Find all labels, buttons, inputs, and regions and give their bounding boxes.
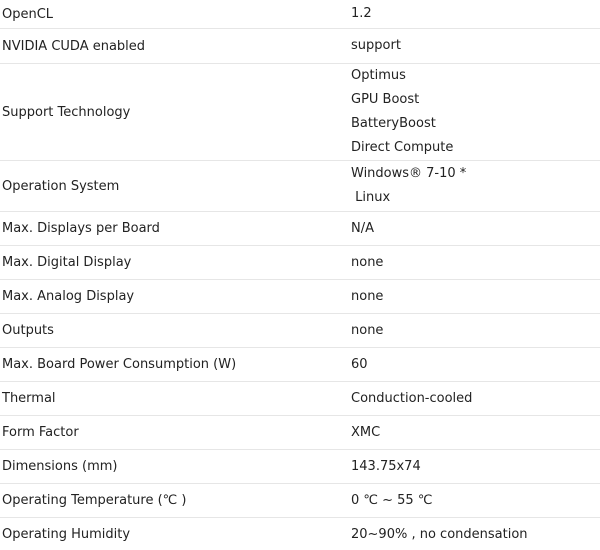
spec-label: Outputs [2, 323, 54, 338]
spec-value-line: GPU Boost [351, 92, 420, 107]
spec-value [348, 314, 600, 347]
spec-row-opencl [0, 0, 600, 29]
spec-value-line: 143.75x74 [351, 458, 421, 474]
spec-row-cuda [0, 29, 600, 64]
spec-row-max-digital-display [0, 246, 600, 280]
spec-value-line: Linux [351, 190, 391, 205]
spec-value [348, 484, 600, 517]
spec-label: NVIDIA CUDA enabled [2, 38, 146, 54]
spec-value-line: 60 [351, 356, 368, 372]
spec-row-operating-humidity [0, 518, 600, 550]
spec-value [348, 246, 600, 279]
spec-value-line: 20~90% , no condensation [351, 526, 528, 542]
spec-label: Operating Temperature (℃ ) [2, 493, 187, 508]
spec-value-line: none [351, 322, 384, 338]
spec-value [348, 280, 600, 313]
spec-value-line: support [351, 38, 401, 53]
spec-value [348, 382, 600, 415]
spec-value [348, 518, 600, 550]
spec-row-thermal [0, 382, 600, 416]
spec-row-max-analog-display [0, 280, 600, 314]
spec-row-operating-temperature [0, 484, 600, 518]
spec-value [348, 29, 600, 63]
spec-value-line: Conduction-cooled [351, 390, 473, 406]
spec-value-line: Direct Compute [351, 140, 454, 155]
spec-value [348, 348, 600, 381]
spec-label: Operating Humidity [2, 527, 131, 542]
spec-row-outputs [0, 314, 600, 348]
spec-label: Dimensions (mm) [2, 459, 118, 474]
spec-label: Thermal [2, 391, 56, 406]
spec-value-line: none [351, 254, 384, 270]
spec-label: Form Factor [2, 425, 79, 440]
spec-row-power-consumption [0, 348, 600, 382]
spec-value-line: N/A [351, 220, 374, 236]
spec-row-support-technology [0, 64, 600, 161]
spec-value-line: 0 ℃ ~ 55 ℃ [351, 492, 433, 508]
spec-label: Max. Displays per Board [2, 221, 160, 236]
spec-row-dimensions [0, 450, 600, 484]
spec-value-line: 1.2 [351, 6, 372, 21]
spec-label: OpenCL [2, 6, 54, 22]
spec-label: Support Technology [2, 104, 131, 120]
spec-value-line: Optimus [351, 68, 406, 83]
spec-row-form-factor [0, 416, 600, 450]
spec-row-operation-system [0, 161, 600, 212]
spec-value-line: none [351, 288, 384, 304]
spec-value [348, 416, 600, 449]
spec-label: Max. Board Power Consumption (W) [2, 357, 237, 372]
spec-value [348, 64, 600, 160]
spec-label: Operation System [2, 178, 120, 194]
spec-value [348, 450, 600, 483]
spec-value [348, 161, 600, 211]
spec-value-line: XMC [351, 424, 381, 440]
spec-row-max-displays [0, 212, 600, 246]
spec-value-line: Windows® 7-10 * [351, 166, 467, 181]
spec-label: Max. Analog Display [2, 289, 135, 304]
spec-value [348, 0, 600, 28]
spec-value [348, 212, 600, 245]
spec-label: Max. Digital Display [2, 255, 132, 270]
spec-value-line: BatteryBoost [351, 116, 436, 131]
